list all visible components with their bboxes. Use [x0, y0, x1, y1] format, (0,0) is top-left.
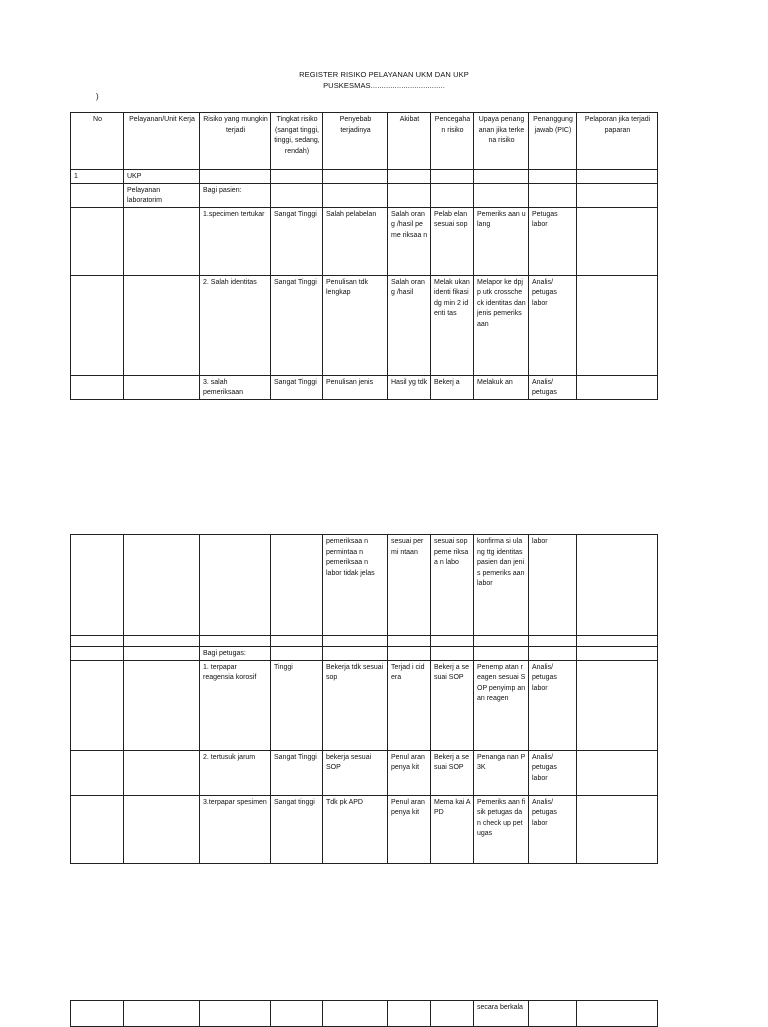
table-cell: Bekerj a: [431, 375, 474, 399]
table-cell: [71, 647, 124, 661]
table-cell: bekerja sesuai SOP: [323, 750, 388, 795]
risk-register-table-page-3: [70, 1000, 658, 1027]
table-cell: [431, 636, 474, 647]
table-cell: [529, 1001, 577, 1027]
table-cell: UKP: [124, 170, 200, 184]
table-cell: Pelab elan sesuai sop: [431, 207, 474, 275]
table-cell: [124, 647, 200, 661]
table-cell: 2. tertusuk jarum: [200, 750, 271, 795]
table-cell: [577, 375, 658, 399]
table-cell: [271, 1001, 323, 1027]
table-cell: [124, 1001, 200, 1027]
table-cell: 1. terpapar reagensia korosif: [200, 660, 271, 750]
table-row: [71, 275, 658, 375]
risk-register-table-page-1: [70, 112, 658, 400]
document-title: REGISTER RISIKO PELAYANAN UKM DAN UKP: [299, 70, 469, 79]
table-cell: Mema kai APD: [431, 795, 474, 863]
table-cell: Hasil yg tdk: [388, 375, 431, 399]
table-row: [71, 535, 658, 636]
table-row: [71, 375, 658, 399]
table-cell: [200, 636, 271, 647]
table-cell: [577, 275, 658, 375]
table-cell: Analis/ petugas labor: [529, 275, 577, 375]
table-cell: [124, 750, 200, 795]
table-cell: [474, 636, 529, 647]
table-cell: [431, 647, 474, 661]
table-cell: [124, 535, 200, 636]
table-cell: 2. Salah identitas: [200, 275, 271, 375]
table-cell: Salah pelabelan: [323, 207, 388, 275]
table-cell: [577, 170, 658, 184]
table-cell: [323, 1001, 388, 1027]
table-cell: [124, 375, 200, 399]
table-cell: [200, 1001, 271, 1027]
table-cell: sesuai sop peme riksaa n labo: [431, 535, 474, 636]
table-cell: [200, 535, 271, 636]
table-cell: [71, 375, 124, 399]
table-cell: [71, 660, 124, 750]
table-header-row: [71, 113, 658, 170]
table-cell: [124, 660, 200, 750]
table-cell: Sangat Tinggi: [271, 750, 323, 795]
table-cell: [577, 795, 658, 863]
table-cell: [71, 636, 124, 647]
table-cell: Tinggi: [271, 660, 323, 750]
table-cell: [271, 170, 323, 184]
table-cell: Terjad i cidera: [388, 660, 431, 750]
table-cell: Pemeriks aan fisik petugas dan check up petugas: [474, 795, 529, 863]
table-cell: Pelayanan laboratorim: [124, 183, 200, 207]
header-cell: Upaya penanganan jika terkena risiko: [474, 113, 529, 170]
table-cell: Analis/ petugas: [529, 375, 577, 399]
table-cell: Melakuk an: [474, 375, 529, 399]
table-cell: [577, 207, 658, 275]
table-cell: [200, 170, 271, 184]
table-cell: [529, 170, 577, 184]
table-cell: [388, 636, 431, 647]
table-cell: Analis/ petugas labor: [529, 660, 577, 750]
risk-register-table-page-2: [70, 534, 658, 864]
table-cell: Sangat tinggi: [271, 795, 323, 863]
table-cell: [529, 636, 577, 647]
document-subtitle: PUSKESMAS..................................: [323, 81, 445, 90]
header-cell: Penanggung jawab (PIC): [529, 113, 577, 170]
table-cell: [271, 183, 323, 207]
table-cell: 3. salah pemeriksaan: [200, 375, 271, 399]
table-cell: [474, 647, 529, 661]
header-cell: No: [71, 113, 124, 170]
table-cell: [577, 660, 658, 750]
table-cell: Melapor ke dpjp utk crossche ck identitas dan jenis pemeriks aan: [474, 275, 529, 375]
header-cell: Pelayanan/Unit Kerja: [124, 113, 200, 170]
table-row: [71, 795, 658, 863]
table-cell: Penulisan tdk lengkap: [323, 275, 388, 375]
table-cell: [323, 183, 388, 207]
table-cell: Penanga nan P3K: [474, 750, 529, 795]
table-cell: [577, 183, 658, 207]
table-row: [71, 170, 658, 184]
table-cell: sesuai permi ntaan: [388, 535, 431, 636]
table-cell: [323, 647, 388, 661]
table-cell: [71, 535, 124, 636]
table-cell: Tdk pk APD: [323, 795, 388, 863]
table-row: [71, 647, 658, 661]
table-cell: [124, 207, 200, 275]
header-cell: Pelaporan jika terjadi paparan: [577, 113, 658, 170]
table-cell: Penulisan jenis: [323, 375, 388, 399]
table-cell: [71, 750, 124, 795]
table-row: [71, 207, 658, 275]
table-cell: [71, 275, 124, 375]
table-cell: Bekerj a sesuai SOP: [431, 660, 474, 750]
table-cell: Salah orang /hasil peme riksaa n: [388, 207, 431, 275]
table-cell: 1.specimen tertukar: [200, 207, 271, 275]
table-row: [71, 183, 658, 207]
table-cell: [323, 170, 388, 184]
table-cell: [71, 795, 124, 863]
table-cell: [529, 647, 577, 661]
table-cell: Melak ukan identi fikasi dg min 2 identi tas: [431, 275, 474, 375]
header-cell: Pencegaha n risiko: [431, 113, 474, 170]
table-cell: Penemp atan reagen sesuai SOP penyimp anan reagen: [474, 660, 529, 750]
header-cell: Tingkat risiko (sangat tinggi, tinggi, sedang, rendah): [271, 113, 323, 170]
table-cell: labor: [529, 535, 577, 636]
table-cell: Analis/ petugas labor: [529, 795, 577, 863]
table-cell: Bagi pasien:: [200, 183, 271, 207]
table-cell: Penul aran penya kit: [388, 795, 431, 863]
table-cell: Pemeriks aan ulang: [474, 207, 529, 275]
table-cell: 1: [71, 170, 124, 184]
table-cell: [388, 647, 431, 661]
table-cell: [431, 183, 474, 207]
table-cell: [577, 636, 658, 647]
table-cell: [71, 183, 124, 207]
header-cell: Penyebab terjadinya: [323, 113, 388, 170]
table-cell: Penul aran penya kit: [388, 750, 431, 795]
table-cell: [388, 170, 431, 184]
table-cell: [577, 647, 658, 661]
table-cell: [529, 183, 577, 207]
table-cell: [577, 1001, 658, 1027]
table-row: [71, 660, 658, 750]
table-cell: [388, 183, 431, 207]
table-row: [71, 636, 658, 647]
table-cell: [71, 207, 124, 275]
table-cell: Sangat Tinggi: [271, 275, 323, 375]
table-cell: [577, 535, 658, 636]
table-cell: [124, 275, 200, 375]
table-cell: secara berkala: [474, 1001, 529, 1027]
table-cell: [431, 1001, 474, 1027]
table-cell: [124, 636, 200, 647]
table-cell: [323, 636, 388, 647]
table-cell: [271, 647, 323, 661]
table-cell: Sangat Tinggi: [271, 375, 323, 399]
table-cell: Bekerj a sesuai SOP: [431, 750, 474, 795]
table-cell: konfirma si ulang ttg identitas pasien dan jenis pemeriks aan labor: [474, 535, 529, 636]
table-cell: [474, 183, 529, 207]
header-cell: Risiko yang mungkin terjadi: [200, 113, 271, 170]
table-cell: [271, 535, 323, 636]
table-cell: [124, 795, 200, 863]
table-cell: [431, 170, 474, 184]
table-cell: Sangat Tinggi: [271, 207, 323, 275]
table-cell: [388, 1001, 431, 1027]
table-cell: 3.terpapar spesimen: [200, 795, 271, 863]
table-cell: Bekerja tdk sesuai sop: [323, 660, 388, 750]
table-cell: [474, 170, 529, 184]
table-row: [71, 750, 658, 795]
table-cell: pemeriksaa n permintaa n pemeriksaa n labor tidak jelas: [323, 535, 388, 636]
table-cell: Petugas labor: [529, 207, 577, 275]
table-cell: Salah orang /hasil: [388, 275, 431, 375]
stray-parenthesis: ): [96, 92, 99, 101]
table-row: [71, 1001, 658, 1027]
table-cell: [271, 636, 323, 647]
table-cell: Analis/ petugas labor: [529, 750, 577, 795]
table-cell: [577, 750, 658, 795]
table-cell: Bagi petugas:: [200, 647, 271, 661]
header-cell: Akibat: [388, 113, 431, 170]
table-cell: [71, 1001, 124, 1027]
